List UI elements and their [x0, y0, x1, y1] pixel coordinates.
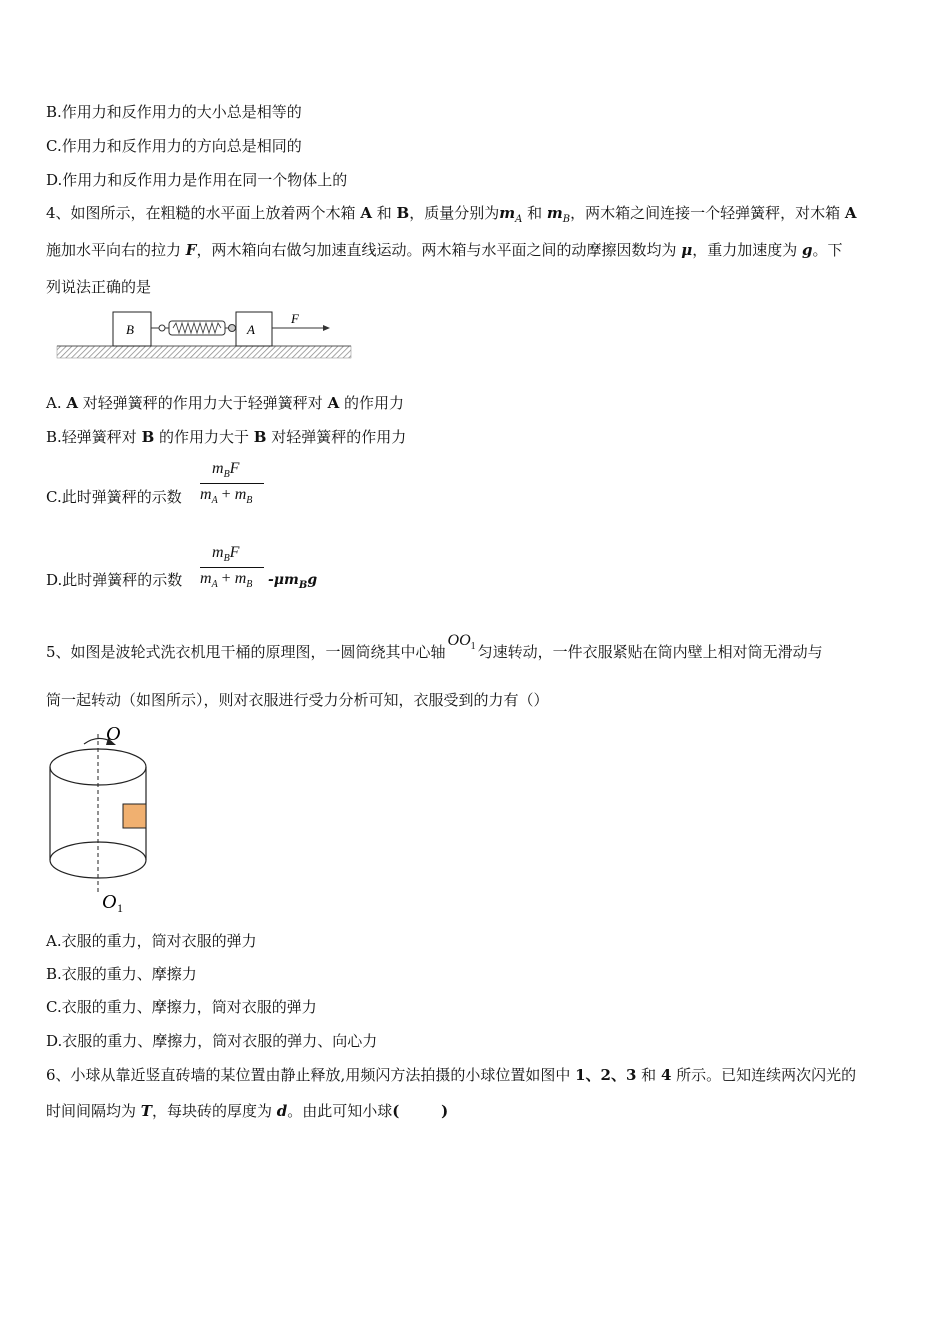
q4-option-b: B.轻弹簧秤对 B 的作用力大于 B 对轻弹簧秤的作用力 [46, 428, 407, 446]
q3-option-c: C.作用力和反作用力的方向总是相同的 [46, 137, 302, 155]
q5-drum-figure [44, 720, 154, 920]
q4-option-d-label: D.此时弹簧秤的示数 [46, 571, 183, 589]
axis-top-label: O [106, 723, 121, 745]
box-b-label: B [126, 322, 134, 337]
q3-option-b: B.作用力和反作用力的大小总是相等的 [46, 103, 302, 121]
q4-spring-figure [55, 306, 355, 364]
q4-option-d-tail: $-\mu m_Bg$ [268, 572, 318, 591]
q4-option-a: A. A 对轻弹簧秤的作用力大于轻弹簧秤对 A 的作用力 [46, 394, 404, 412]
q4-stem-line2: 施加水平向右的拉力 F，两木箱向右做匀加速直线运动。两木箱与水平面之间的动摩擦因数均为 μ，重力加速度为 g。下 [46, 241, 843, 259]
q6-stem-line2: 时间间隔均为 T，每块砖的厚度为 d。由此可知小球( ) [46, 1102, 449, 1120]
q3-option-d: D.作用力和反作用力是作用在同一个物体上的 [46, 171, 348, 189]
ground [57, 346, 351, 358]
q4-stem-line1: 4、如图所示，在粗糙的水平面上放着两个木箱 A 和 B，质量分别为$m_A$ 和 $m_B$，两木箱之间连接一个轻弹簧秤，对木箱 A [46, 204, 857, 225]
q5-option-a: A.衣服的重力，筒对衣服的弹力 [46, 932, 257, 950]
q4-option-d-fraction: $m_BF$ $m_A + m_B$ [198, 544, 268, 596]
axis-bottom-label: O [102, 891, 117, 913]
box-a-label: A [247, 322, 255, 337]
q6-stem-line1: 6、小球从靠近竖直砖墙的某位置由静止释放,用频闪方法拍摄的小球位置如图中 1、2、3 和 4 所示。已知连续两次闪光的 [46, 1066, 857, 1084]
q5-stem-line2: 筒一起转动（如图所示），则对衣服进行受力分析可知，衣服受到的力有（） [46, 691, 549, 709]
q4-stem-line3: 列说法正确的是 [46, 278, 152, 296]
clothes-patch [123, 804, 146, 828]
force-arrow-head [323, 325, 330, 331]
q5-option-d: D.衣服的重力、摩擦力，筒对衣服的弹力、向心力 [46, 1032, 378, 1050]
q5-option-b: B.衣服的重力、摩擦力 [46, 965, 197, 983]
axis-bottom-sub: 1 [117, 901, 123, 915]
q4-option-c-fraction: $m_BF$ $m_A + m_B$ [198, 460, 268, 512]
q5-option-c: C.衣服的重力、摩擦力，筒对衣服的弹力 [46, 998, 317, 1016]
q5-stem-line1: 5、如图是波轮式洗衣机甩干桶的原理图，一圆筒绕其中心轴$OO_1$ 匀速转动，一件衣服紧贴在筒内壁上相对筒无滑动与 [46, 632, 823, 661]
q4-option-c-label: C.此时弹簧秤的示数 [46, 488, 182, 506]
force-label: F [291, 311, 299, 326]
spring-scale [151, 321, 236, 335]
